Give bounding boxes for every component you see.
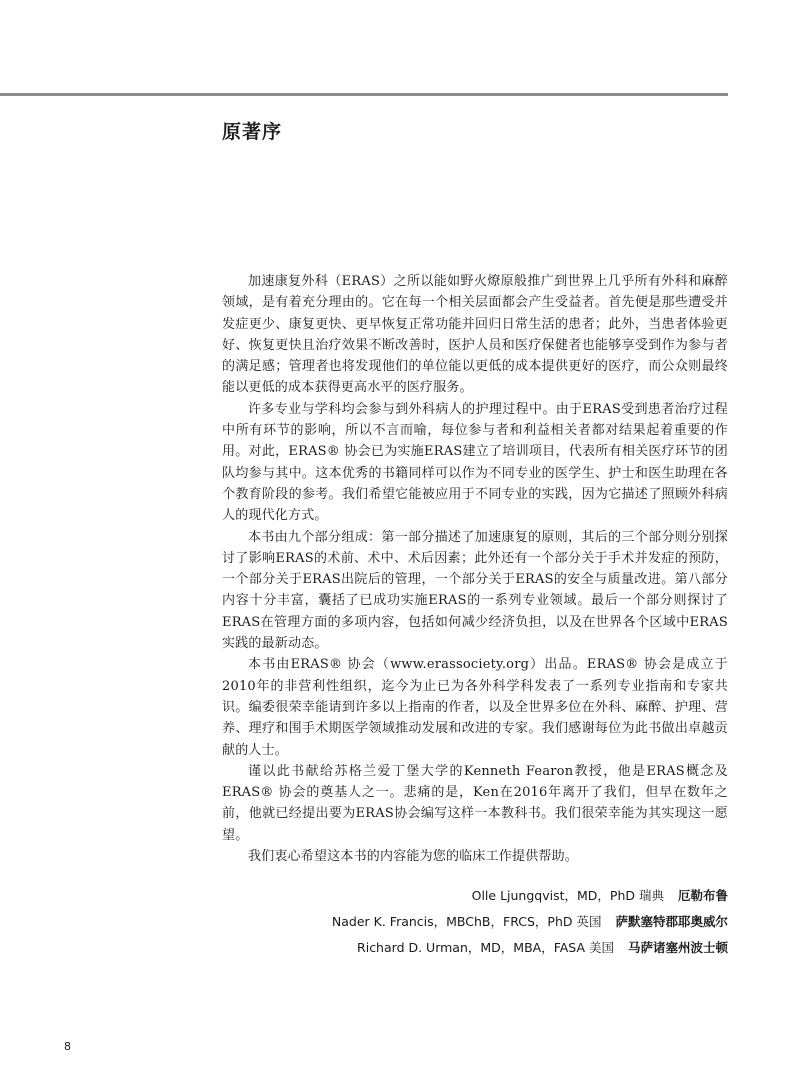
signature-line [332, 935, 728, 961]
author-name: Nader K. Francis，MBChB，FRCS，PhD 英国 [331, 914, 602, 929]
paragraph: 加速康复外科（ERAS）之所以能如野火燎原般推广到世界上几乎所有外科和麻醉领域，是有着充分理由的。它在每一个相关层面都会产生受益者。首先便是那些遭受并发症更少、康复更快、更早恢复正常功能并回归日常生活的患者；此外，当患者体验更好、恢复更快且治疗效果不断改善时，医护人员和医疗保健者也能够享受到作为参与者的满足感；管理者也将发现他们的单位能以更低的成本提供更好的医疗，而公众则最终能以更低的成本获得更高水平的医疗服务。 [222, 274, 728, 396]
page-number: 8 [64, 1040, 71, 1053]
paragraph: 许多专业与学科均会参与到外科病人的护理过程中。由于ERAS受到患者治疗过程中所有环节的影响，所以不言而喻，每位参与者和利益相关者都对结果起着重要的作用。对此，ERAS® 协会已为实施ERAS建立了培训项目，代表所有相关医疗环节的团队均参与其中。这本优秀的书籍同样可以作为不同专业的医学生、护士和医生助理在各个教育阶段的参考。我们希望它能被应用于不同专业的实践，因为它描述了照顾外科病人的现代化方式。 [222, 401, 728, 524]
author-location: 厄勒布鲁 [677, 888, 728, 903]
author-location: 萨默塞特郡耶奥威尔 [615, 914, 728, 929]
author-name: Richard D. Urman，MD，MBA，FASA 美国 [357, 940, 614, 955]
paragraph: 谨以此书献给苏格兰爱丁堡大学的Kenneth Fearon教授，他是ERAS概念及ERAS® 协会的奠基人之一。悲痛的是，Ken在2016年离开了我们，但早在数年之前，他就已经提出要为ERAS协会编写这样一本教科书。我们很荣幸能为其实现这一愿望。 [222, 763, 728, 843]
paragraph: 本书由ERAS® 协会（www.erassociety.org）出品。ERAS® 协会是成立于2010年的非营利性组织，迄今为止已为各外科学科发表了一系列专业指南和专家共识。编委很荣幸能请到许多以上指南的作者，以及全世界多位在外科、麻醉、护理、营养、理疗和围手术期医学领域推动发展和改进的专家。我们感谢每位为此书做出卓越贡献的人士。 [222, 657, 728, 758]
preface-body [222, 271, 728, 867]
author-location: 马萨诸塞州波士顿 [627, 940, 728, 955]
signature-line [332, 883, 728, 909]
header-rule [0, 93, 728, 96]
signature-line [332, 909, 728, 935]
paragraph: 本书由九个部分组成：第一部分描述了加速康复的原则，其后的三个部分则分别探讨了影响ERAS的术前、术中、术后因素；此外还有一个部分关于手术并发症的预防，一个部分关于ERAS出院后的管理，一个部分关于ERAS的安全与质量改进。第八部分内容十分丰富，囊括了已成功实施ERAS的一系列专业领域。最后一个部分则探讨了ERAS在管理方面的多项内容，包括如何减少经济负担，以及在世界各个区域中ERAS实践的最新动态。 [222, 529, 728, 652]
paragraph: 我们衷心希望这本书的内容能为您的临床工作提供帮助。 [248, 849, 579, 865]
author-name: Olle Ljungqvist，MD，PhD 瑞典 [471, 888, 664, 903]
page-title: 原著序 [222, 120, 283, 143]
signature-block [332, 883, 728, 961]
